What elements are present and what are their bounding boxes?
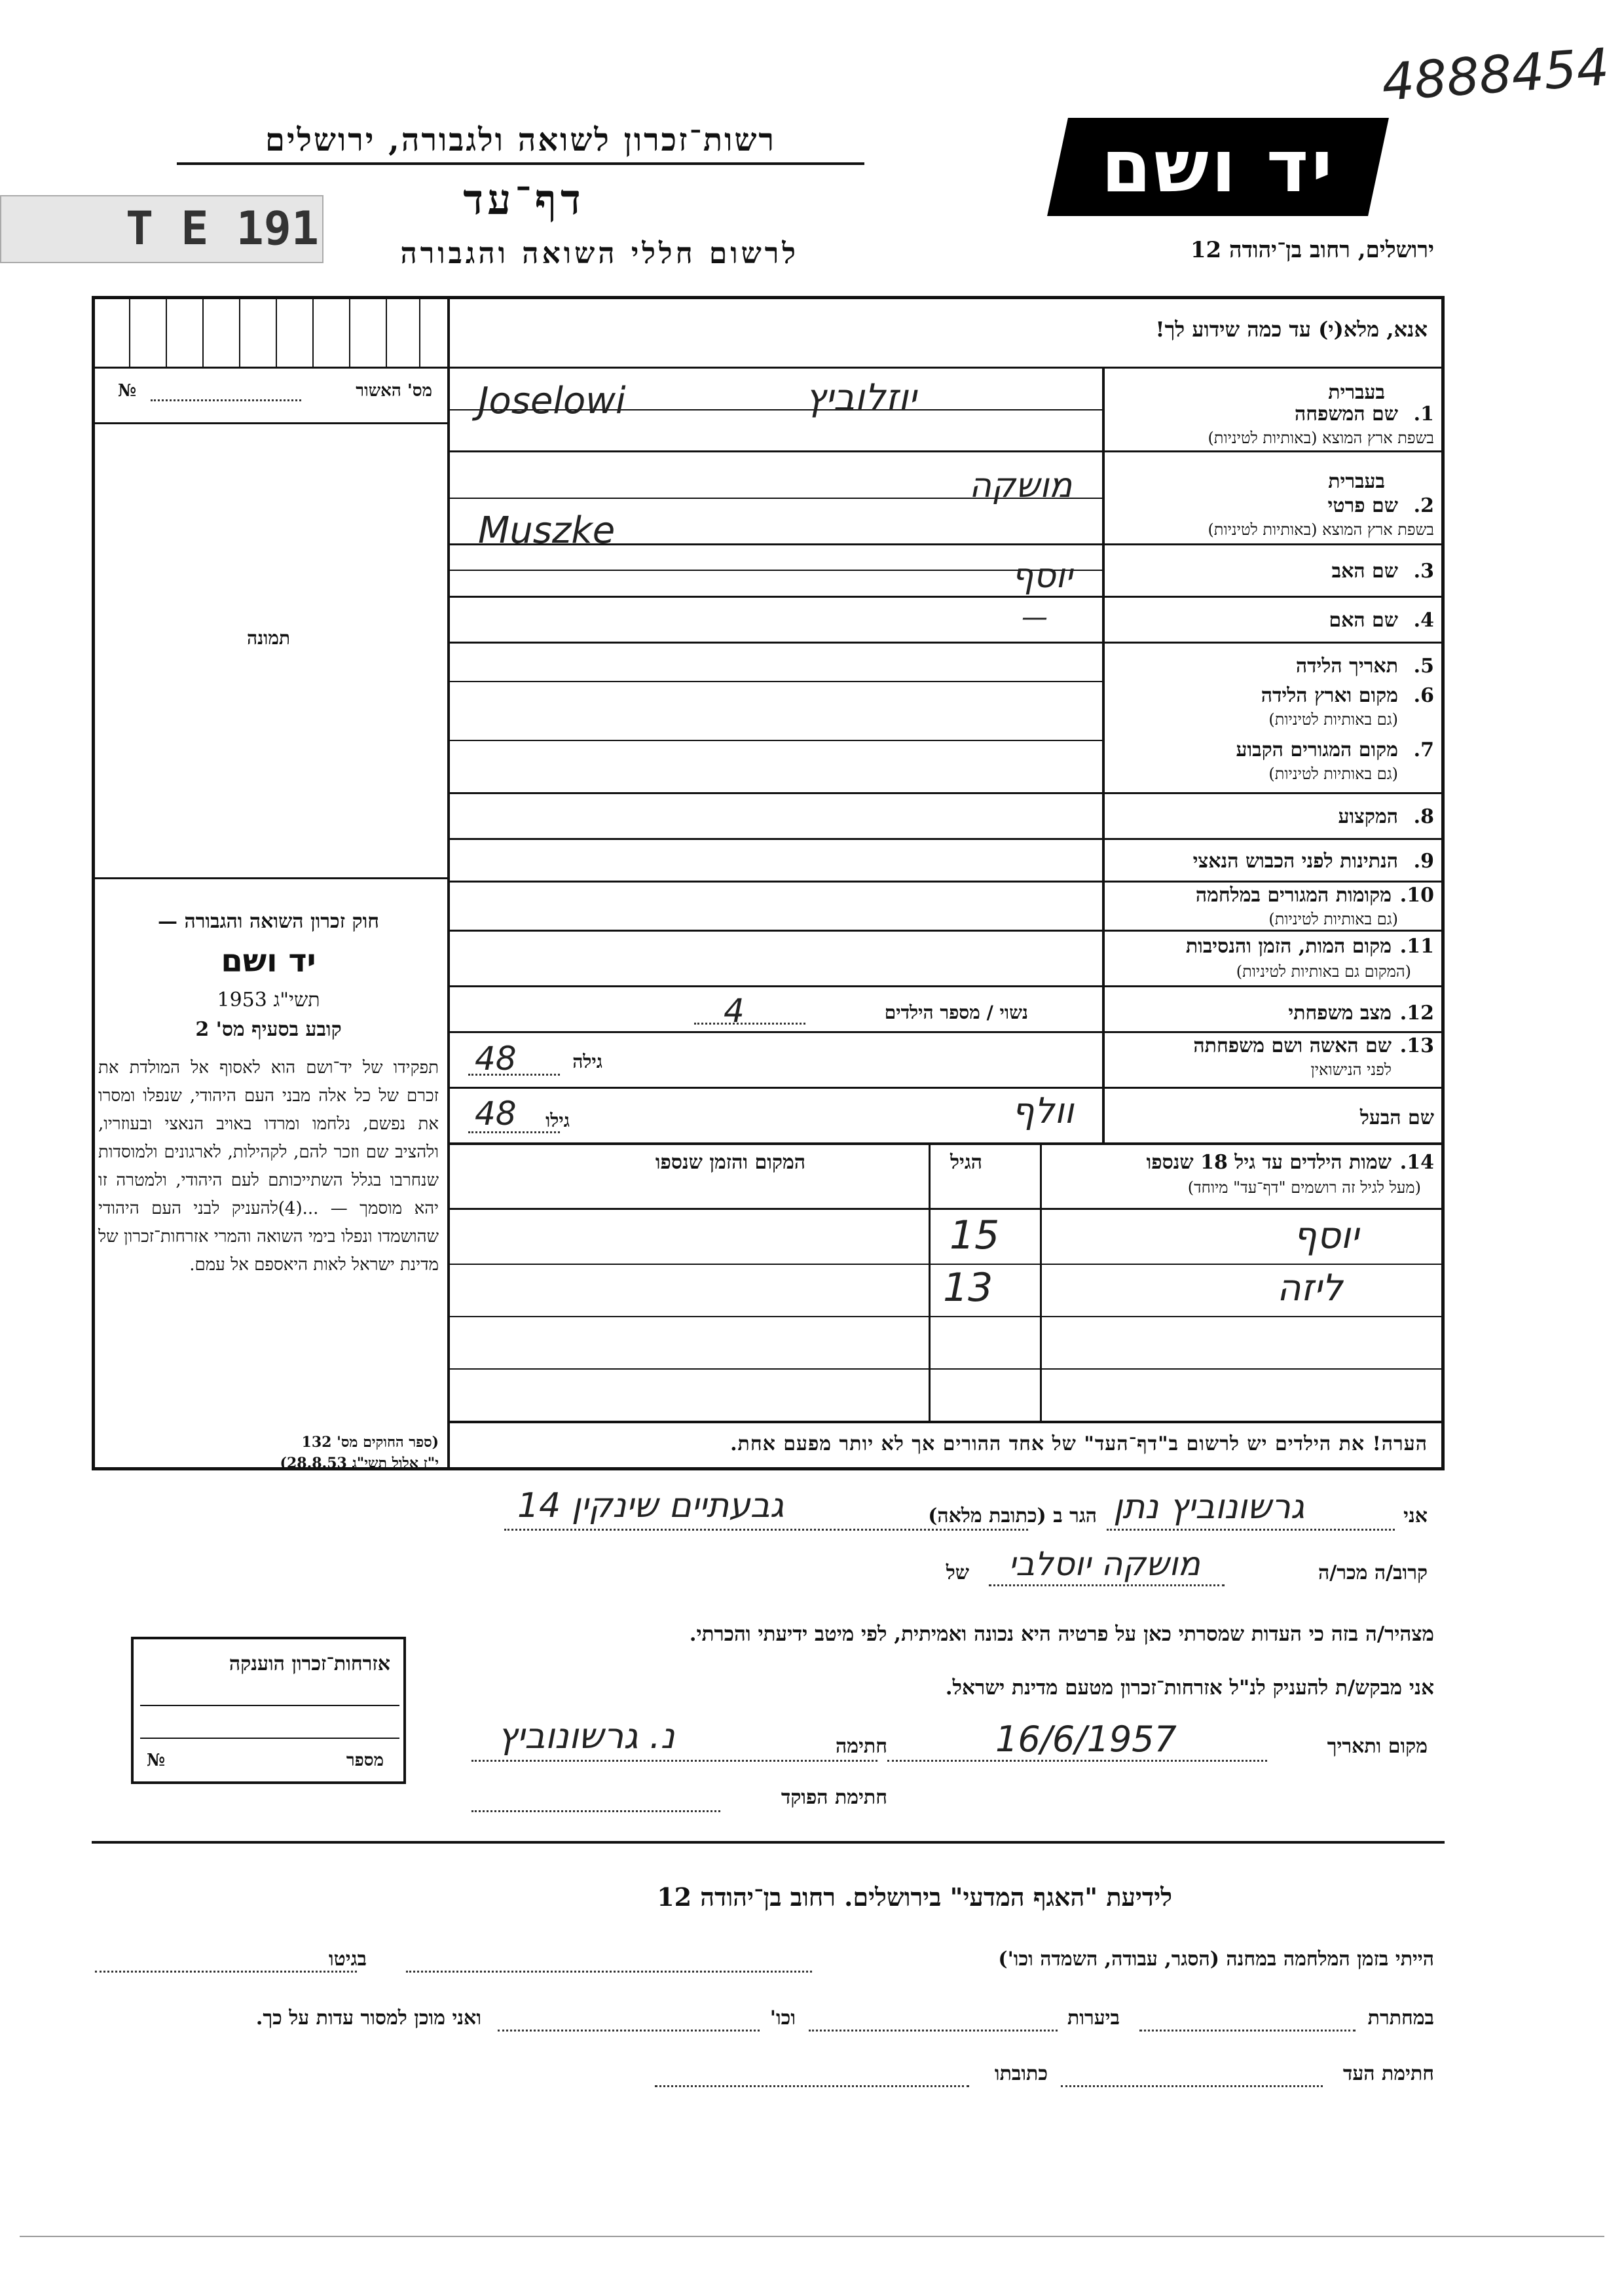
husband-name: וולף xyxy=(1012,1090,1074,1131)
camp-line: הייתי בזמן המלחמה במחנה (הסגר, עבודה, השמדה וכו') xyxy=(998,1948,1434,1971)
declarant-address: גבעתיים שינקין 14 xyxy=(517,1486,784,1525)
field-1-sub: בשפת ארץ המוצא (באותיות לטיניות) xyxy=(1208,429,1434,447)
relation-of-label: של xyxy=(946,1561,969,1584)
field-14-num: 14. xyxy=(1399,1151,1434,1174)
ready-label: ואני מוכן למסור עדות על כך. xyxy=(255,2007,481,2030)
children-count: 4 xyxy=(724,992,745,1030)
field-13-sub: לפני הנישואין xyxy=(1310,1061,1392,1079)
law-section: קובע בסעיף מס' 2 xyxy=(195,1018,342,1041)
husband-age: 48 xyxy=(475,1095,517,1133)
field-5-label: תאריך הלידה xyxy=(1295,655,1398,678)
wife-age-label: גילה xyxy=(572,1051,602,1072)
field-12-label: מצב משפחתי xyxy=(1288,1002,1392,1025)
footer-title: לידיעת "האגף המדעי" בירושלים. רחוב בן־יהודה 12 xyxy=(657,1882,1172,1912)
field-7-label: מקום המגורים הקבוע xyxy=(1236,738,1398,761)
field-7-num: 7. xyxy=(1413,738,1434,761)
declarant-i-label: אני xyxy=(1403,1504,1428,1527)
child-2-name: ליזה xyxy=(1277,1267,1343,1309)
field-3-num: 3. xyxy=(1413,560,1434,583)
field-2-num: 2. xyxy=(1413,494,1434,517)
yad-vashem-logo xyxy=(1047,118,1389,216)
signature-value: נ. גרשונוביץ xyxy=(498,1715,675,1757)
child-1-name: יוסף xyxy=(1293,1214,1359,1257)
field-7-sub: (גם באותיות לטיניות) xyxy=(1268,765,1398,783)
firstname-hebrew: מושקה xyxy=(969,466,1073,505)
living-at-label: הגר ב (כתובת מלאה) xyxy=(928,1504,1097,1527)
ghetto-label: בגיטו xyxy=(328,1948,367,1971)
field-11-num: 11. xyxy=(1399,935,1434,958)
law-text: תפקידו של יד־ושם הוא לאסוף אל המולדת את זכרם של כל אלה מבני העם היהודי, שנפלו ומסרו את נפשם, נלחמו ומרדו באויב הנאצי ובעוזריו, ולהציב שם וזכר להם, לקהילות, לארגונים ולמוסדות שנחרבו בגלל השתייכותם לעם היהודי, ולמטרה זו יהא מוסמך — ...(4)להעניק לבני העם היהודי שהושמדו ונפלו בימי השואה והמרי אזרחות־זכרון של מדינת ישראל לאות היאספם אל עמם. xyxy=(98,1058,439,1275)
forests-label: ביערות xyxy=(1067,2007,1120,2030)
law-title: חוק זכרון השואה והגבורה — xyxy=(158,910,379,933)
underground-label: במחתרת xyxy=(1367,2007,1434,2030)
instructions: אנא, מלא(י) עד כמה שידוע לך! xyxy=(1155,317,1428,342)
declarant-name: גרשונוביץ נתן xyxy=(1113,1487,1305,1527)
father-name: יוסף xyxy=(1012,556,1073,596)
approval-no-sign: № xyxy=(118,381,137,401)
citizenship-no-label: מספר xyxy=(346,1751,384,1770)
field-1-hebrew-tag: בעברית xyxy=(1328,381,1385,404)
citizenship-box xyxy=(131,1637,406,1784)
note: הערה! את הילדים יש לרשום ב"דף־העד" של אחד ההורים אך לא יותר מפעם אחת. xyxy=(730,1432,1428,1455)
field-1-num: 1. xyxy=(1413,403,1434,426)
place-date-label: מקום ותאריך xyxy=(1327,1735,1428,1758)
authority-title: רשות־זכרון לשואה ולגבורה, ירושלים xyxy=(177,122,864,165)
law-year: תשי"ג 1953 xyxy=(217,989,320,1011)
field-6-sub: (גם באותיות לטיניות) xyxy=(1268,710,1398,729)
form-title: דף־עד xyxy=(463,175,585,225)
children-header-age: הגיל xyxy=(950,1151,982,1174)
archive-number: 4888454 xyxy=(1380,37,1612,113)
witness-signature-label: חתימת העד xyxy=(1342,2062,1434,2085)
field-5-num: 5. xyxy=(1413,655,1434,678)
logo-text: יד ושם xyxy=(1101,124,1335,208)
field-8-num: 8. xyxy=(1413,805,1434,828)
field-13-label: שם האשה ושם משפחתה xyxy=(1193,1034,1392,1057)
child-1-age: 15 xyxy=(950,1212,1000,1258)
citizenship-no-sign: № xyxy=(147,1751,166,1770)
signature-label: חתימה xyxy=(836,1735,887,1758)
children-header-place: המקום והזמן שנספו xyxy=(655,1151,805,1174)
husband-age-label: גילו xyxy=(545,1110,570,1131)
officer-signature-label: חתימת הפוקד xyxy=(781,1786,887,1809)
field-1-label: שם המשפחה xyxy=(1294,403,1398,426)
law-ref-2: י"ז אלול תשי"ג 28.8.53) xyxy=(280,1455,439,1472)
field-10-num: 10. xyxy=(1399,884,1434,907)
child-2-age: 13 xyxy=(943,1265,993,1311)
etc-label: וכו' xyxy=(769,2007,796,2030)
stamp-number: T E 191 xyxy=(126,202,320,255)
surname-latin: Joselowi xyxy=(478,380,626,422)
citizenship-box-title: אזרחות־זכרון הוענקה xyxy=(229,1652,390,1675)
field-8-label: המקצוע xyxy=(1338,805,1398,828)
law-name: יד ושם xyxy=(221,943,316,979)
field-2-sub: בשפת ארץ המוצא (באותיות לטיניות) xyxy=(1208,520,1434,539)
field-4-label: שם האם xyxy=(1329,609,1398,632)
mother-name: — xyxy=(1022,602,1048,632)
field-9-label: הנתינות לפני הכבוש הנאצי xyxy=(1192,850,1398,873)
field-14-sub: (מעל לגיל זה רושמים "דף־עד" מיוחד) xyxy=(1187,1178,1421,1197)
field-6-num: 6. xyxy=(1413,684,1434,707)
field-11-label: מקום המות, הזמן והנסיבות xyxy=(1185,935,1392,958)
surname-hebrew: יוזלוביץ xyxy=(805,376,917,419)
field-2-label: שם פרטי xyxy=(1327,494,1398,517)
field-6-label: מקום וארץ הלידה xyxy=(1261,684,1398,707)
field-13-num: 13. xyxy=(1399,1034,1434,1057)
form-subtitle: לרשום חללי השואה והגבורה xyxy=(400,237,799,270)
declaration-statement: מצהיר/ה בזה כי העדות שמסרתי כאן על פרטיה היא נכונה ואמיתית, לפי מיטב ידיעתי והכרתי. xyxy=(689,1622,1434,1646)
wife-age: 48 xyxy=(475,1040,517,1078)
field-11-sub: (המקום גם באותיות לטיניות) xyxy=(1236,962,1411,981)
form-frame xyxy=(92,296,1445,1470)
husband-label: שם הבעל xyxy=(1359,1106,1434,1129)
place-date-value: 16/6/1957 xyxy=(995,1719,1177,1760)
approval-no-label: מס' האשור xyxy=(356,381,432,401)
field-9-num: 9. xyxy=(1413,850,1434,873)
header-address: ירושלים, רחוב בן־יהודה 12 xyxy=(1190,237,1434,263)
field-3-label: שם האב xyxy=(1331,560,1398,583)
field-14-label: שמות הילדים עד גיל 18 שנספו xyxy=(1146,1151,1392,1174)
field-2-hebrew-tag: בעברית xyxy=(1328,470,1385,493)
field-10-label: מקומות המגורים במלחמה xyxy=(1195,884,1392,907)
relation-label: קרוב/ה מכר/ה xyxy=(1318,1561,1428,1584)
field-12-num: 12. xyxy=(1399,1002,1434,1025)
firstname-latin: Muszke xyxy=(478,509,616,552)
declaration-request: אני מבקש/ת להעניק לנ"ל אזרחות־זכרון מטעם מדינת ישראל. xyxy=(945,1676,1434,1700)
marital-status-label: נשוי / מספר הילדים xyxy=(884,1002,1028,1023)
photo-area: תמונה xyxy=(246,627,291,649)
relation-value: מושקה יוסלבי xyxy=(1008,1545,1200,1583)
field-4-num: 4. xyxy=(1413,609,1434,632)
law-ref-1: (ספר החוקים מס' 132 xyxy=(301,1434,439,1451)
field-10-sub: (גם באותיות לטיניות) xyxy=(1268,910,1398,928)
witness-address-label: כתובתו xyxy=(994,2062,1048,2085)
